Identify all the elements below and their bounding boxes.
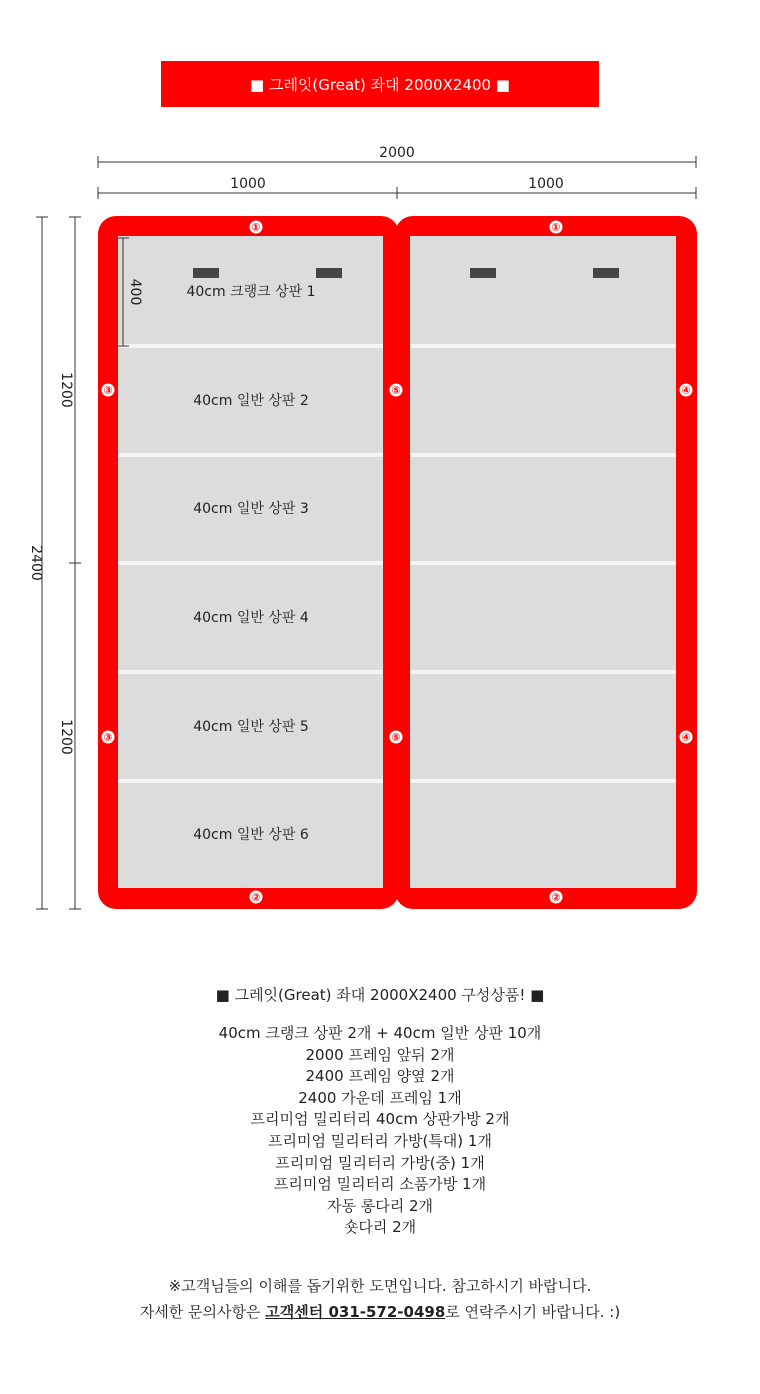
- component-item: 프리미엄 밀리터리 소품가방 1개: [273, 1175, 487, 1194]
- frame-badge-left-upper: [102, 384, 115, 398]
- frame-badge-center-upper: [390, 384, 403, 398]
- dim-bottom-height: 1200: [58, 719, 74, 755]
- panel-label: 40cm 일반 상판 6: [193, 827, 309, 843]
- svg-text:⑤: ⑤: [391, 384, 401, 397]
- frame-badge-top-left: [250, 221, 263, 235]
- frame-badge-bottom-left: [250, 891, 263, 905]
- panel-label: 40cm 일반 상판 3: [193, 501, 309, 517]
- panel-label: 40cm 일반 상판 5: [193, 719, 309, 735]
- components-title: ■ 그레잇(Great) 좌대 2000X2400 구성상품! ■: [215, 986, 545, 1004]
- svg-text:②: ②: [551, 891, 561, 904]
- frame-badge-bottom-right: [550, 891, 563, 905]
- components-list: [0, 1023, 760, 1239]
- panel-label: 40cm 일반 상판 4: [193, 610, 309, 626]
- title-text: ■ 그레잇(Great) 좌대 2000X2400 ■: [250, 75, 510, 94]
- note-line-1: ※고객님들의 이해를 돕기위한 도면입니다. 참고하시기 바랍니다.: [168, 1277, 592, 1295]
- svg-text:③: ③: [103, 384, 113, 397]
- svg-text:④: ④: [681, 731, 691, 744]
- components-section: [0, 984, 760, 1239]
- crank-handle: [593, 268, 619, 278]
- note-line-2-prefix: 자세한 문의사항은: [139, 1303, 266, 1321]
- dim-left-width: 1000: [230, 176, 266, 192]
- width-dimension: [98, 156, 696, 199]
- component-item: 프리미엄 밀리터리 40cm 상판가방 2개: [250, 1110, 510, 1129]
- frame-badge-center-lower: [390, 731, 403, 745]
- svg-text:⑤: ⑤: [391, 731, 401, 744]
- dim-total-height: 2400: [28, 545, 44, 581]
- dim-total-width: 2000: [379, 145, 415, 161]
- component-item: 2400 프레임 양옆 2개: [305, 1067, 455, 1086]
- svg-text:②: ②: [251, 891, 261, 904]
- svg-text:③: ③: [103, 731, 113, 744]
- component-item: 2000 프레임 앞뒤 2개: [305, 1045, 455, 1064]
- component-item: 자동 롱다리 2개: [326, 1196, 434, 1215]
- crank-handle: [470, 268, 496, 278]
- panel-label: 40cm 크랭크 상판 1: [186, 284, 316, 300]
- component-item: 2400 가운데 프레임 1개: [298, 1088, 462, 1107]
- crank-handle: [193, 268, 219, 278]
- component-item: 40cm 크랭크 상판 2개 + 40cm 일반 상판 10개: [218, 1024, 542, 1042]
- customer-center-link[interactable]: 고객센터 031-572-0498: [265, 1303, 446, 1321]
- component-item: 숏다리 2개: [343, 1218, 417, 1237]
- dim-right-width: 1000: [528, 176, 564, 192]
- svg-text:①: ①: [251, 221, 261, 234]
- svg-text:①: ①: [551, 221, 561, 234]
- note-line-2-suffix: 로 연락주시기 바랍니다. :): [445, 1303, 621, 1321]
- svg-text:④: ④: [681, 384, 691, 397]
- component-item: 프리미엄 밀리터리 가방(특대) 1개: [268, 1131, 492, 1150]
- crank-handle: [316, 268, 342, 278]
- panel-label: 40cm 일반 상판 2: [193, 393, 309, 409]
- notes-section: [0, 1273, 760, 1325]
- frame-badge-right-upper: [680, 384, 693, 398]
- note-line-2: [0, 1299, 760, 1325]
- frame-badge-right-lower: [680, 731, 693, 745]
- dim-crank-depth: 400: [127, 278, 143, 306]
- component-item: 프리미엄 밀리터리 가방(중) 1개: [275, 1153, 485, 1172]
- frame-badge-top-right: [550, 221, 563, 235]
- frame-badge-left-lower: [102, 731, 115, 745]
- dim-top-height: 1200: [58, 372, 74, 408]
